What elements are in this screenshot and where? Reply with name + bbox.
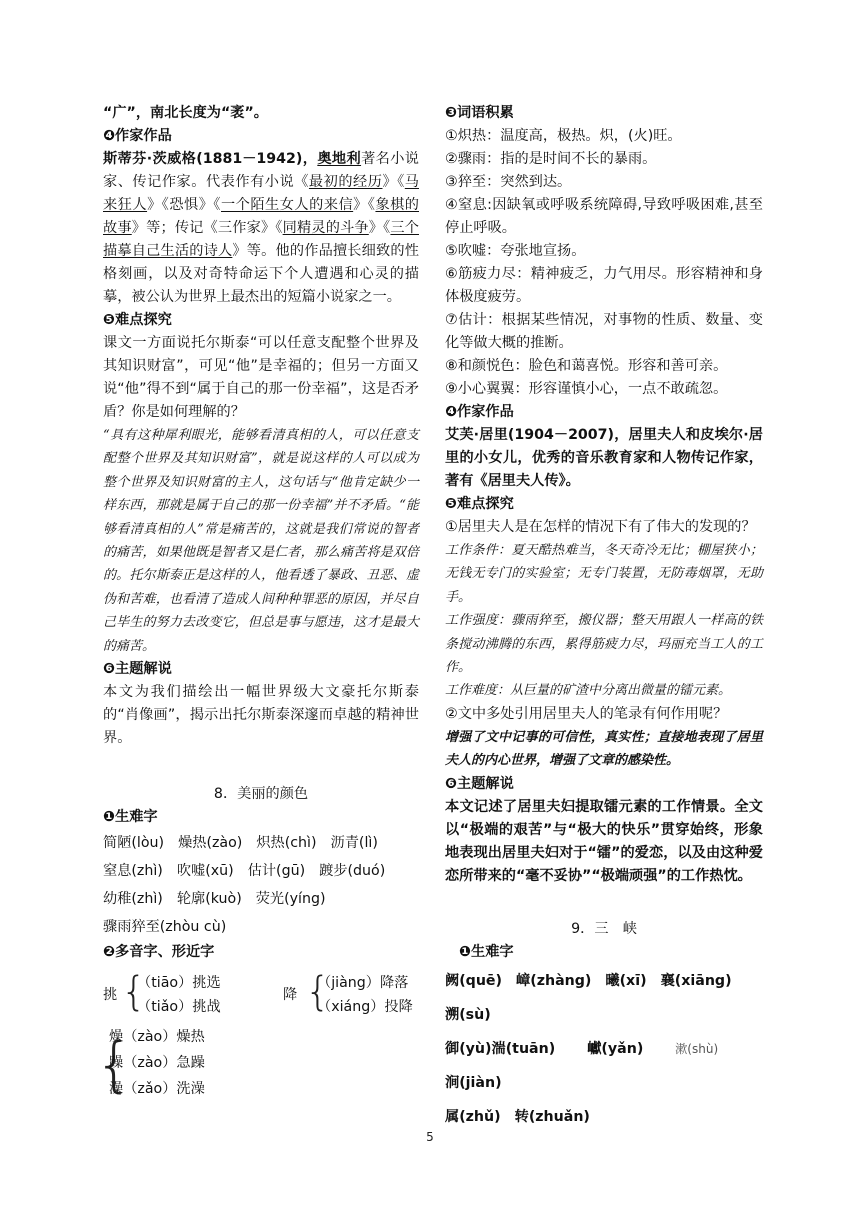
work-title: 同精灵的斗争 bbox=[282, 220, 369, 236]
difficulty-question: ①居里夫人是在怎样的情况下有了伟大的发现的？ bbox=[445, 519, 756, 535]
section-chars-heading: ❶生难字 bbox=[459, 943, 514, 960]
char-item: 窒息(zhì) bbox=[103, 863, 163, 880]
work-title: 象棋的故事 bbox=[103, 197, 419, 236]
char-item: 沥青(lì) bbox=[330, 835, 378, 852]
work-title: 马来狂人 bbox=[103, 174, 419, 213]
work-title: 三个描摹自己生活的诗人 bbox=[103, 220, 419, 259]
section-theme-heading: ❻主题解说 bbox=[103, 661, 172, 678]
chars-row bbox=[103, 885, 419, 913]
char-item: 溯(sù) bbox=[445, 1006, 491, 1023]
polyphone-char: 降 bbox=[283, 987, 298, 1004]
section-vocab-heading: ❸词语积累 bbox=[445, 105, 514, 121]
difficulty-answer: 工作条件：夏天酷热难当，冬天奇冷无比；棚屋狭小；无钱无专门的实验室；无专门装置，无防毒烟罩，无助手。 bbox=[445, 543, 763, 605]
author-paragraph: 艾芙·居里(1904－2007)，居里夫人和皮埃尔·居里的小女儿，优秀的音乐教育家和人物传记作家，著有《居里夫人传》。 bbox=[445, 427, 763, 489]
similar-char: 澡（zǎo）洗澡 bbox=[109, 1081, 205, 1098]
char-item: 巘(yǎn) bbox=[587, 1040, 644, 1057]
char-item: 估计(gū) bbox=[247, 863, 306, 880]
vocab-item: ⑨小心翼翼：形容谨慎小心，一点不敢疏忽。 bbox=[445, 381, 728, 397]
section-difficulty-heading: ❺难点探究 bbox=[103, 312, 172, 328]
char-item: 曦(xī) bbox=[605, 972, 647, 989]
difficulty-question: ②文中多处引用居里夫人的笔录有何作用呢？ bbox=[445, 705, 728, 722]
section-difficulty-heading: ❺难点探究 bbox=[445, 496, 514, 512]
vocab-item: ①炽热：温度高，极热。炽，(火)旺。 bbox=[445, 128, 682, 144]
brace-icon: { bbox=[305, 969, 331, 1016]
similar-chars-group bbox=[95, 1024, 419, 1102]
author-tail: 等。他的作品擅长细致的性格刻画，以及对奇特命运下个人遭遇和心灵的描摹，被公认为世界上最杰出的短篇小说家之一。 bbox=[103, 243, 419, 305]
char-item: 炽热(chì) bbox=[256, 835, 317, 852]
theme-paragraph: 本文为我们描绘出一幅世界级大文豪托尔斯泰的“肖像画”，揭示出托尔斯泰深邃而卓越的精神世界。 bbox=[103, 684, 419, 747]
char-item: 转(zhuǎn) bbox=[514, 1108, 590, 1125]
brace-icon: { bbox=[95, 1030, 134, 1101]
left-column bbox=[95, 102, 419, 1102]
char-item: 骤雨猝至(zhòu cù) bbox=[103, 919, 227, 936]
char-item: 御(yù)湍(tuān) bbox=[445, 1040, 556, 1057]
polyphone-reading: （tiāo）挑选 bbox=[137, 975, 221, 992]
chars-row bbox=[103, 857, 419, 885]
polyphone-reading: （jiàng）降落 bbox=[317, 975, 409, 992]
chars-row bbox=[103, 829, 419, 857]
right-column bbox=[445, 102, 763, 1134]
author-desc: 著名小说家、传记作家。代表作有小说《 bbox=[103, 151, 419, 190]
char-item: 涧(jiàn) bbox=[445, 1074, 502, 1091]
polyphone-reading: （xiáng）投降 bbox=[317, 999, 413, 1016]
chars-row bbox=[445, 964, 763, 1032]
char-item: 轮廓(kuò) bbox=[176, 891, 242, 908]
similar-char: 燥（zào）燥热 bbox=[109, 1029, 205, 1046]
char-item: 踱步(duó) bbox=[319, 863, 386, 880]
difficulty-answer: 工作强度：骤雨猝至，搬仪器；整天用跟人一样高的铁条搅动沸腾的东西，累得筋疲力尽，玛丽充当工人的工作。 bbox=[445, 613, 763, 676]
char-item: 漱(shù) bbox=[675, 1041, 719, 1056]
intro-line: “广”，南北长度为“袤”。 bbox=[103, 105, 268, 121]
vocab-item: ⑦估计：根据某些情况，对事物的性质、数量、变化等做大概的推断。 bbox=[445, 312, 763, 351]
vocab-item: ⑧和颜悦色：脸色和蔼喜悦。形容和善可亲。 bbox=[445, 358, 728, 374]
difficulty-answer: 增强了文中记事的可信性，真实性；直接地表现了居里夫人的内心世界，增强了文章的感染性。 bbox=[445, 729, 763, 769]
work-title: 恐惧 bbox=[169, 197, 199, 213]
char-item: 荧光(yíng) bbox=[255, 891, 326, 908]
vocab-item: ⑥筋疲力尽：精神疲乏，力气用尽。形容精神和身体极度疲劳。 bbox=[445, 266, 763, 305]
vocab-item: ②骤雨：指的是时间不长的暴雨。 bbox=[445, 151, 657, 167]
author-paragraph: 斯蒂芬·茨威格(1881－1942)，奥地利著名小说家、传记作家。代表作有小说《最初的经历》《马来狂人》《恐惧》《一个陌生女人的来信》《象棋的故事》等；传记《三作家》《同精灵的斗争》《三个描摹自己生活的诗人》等。他的作品擅长细致的性格刻画，以及对奇特命运下个人遭遇和心灵的描摹，被公认为世界上最杰出的短篇小说家之一。 bbox=[103, 151, 419, 305]
work-title: 三作家 bbox=[217, 220, 261, 236]
vocab-item: ③猝至：突然到达。 bbox=[445, 174, 572, 190]
char-item: 属(zhǔ) bbox=[445, 1108, 501, 1125]
author-name: 斯蒂芬·茨威格(1881－1942)， bbox=[103, 151, 318, 167]
polyphone-group bbox=[103, 970, 419, 1020]
lesson-title: 8．美丽的颜色 bbox=[213, 786, 309, 803]
section-author-heading: ❹作家作品 bbox=[445, 404, 514, 420]
brace-icon: { bbox=[121, 969, 147, 1016]
difficulty-answer: 工作难度：从巨量的矿渣中分离出微量的镭元素。 bbox=[445, 683, 732, 699]
theme-paragraph: 本文记述了居里夫妇提取镭元素的工作情景。全文以“极端的艰苦”与“极大的快乐”贯穿始终，形象地表现出居里夫妇对于“镭”的爱恋，以及由这种爱恋所带来的“毫不妥协”“极端顽强”的工作热忱。 bbox=[445, 798, 763, 884]
section-author-heading: ❹作家作品 bbox=[103, 128, 172, 144]
difficulty-answer: “具有这种犀利眼光，能够看清真相的人，可以任意支配整个世界及其知识财富”，就是说这样的人可以成为整个世界及知识财富的主人，这句话与“他肯定缺少一样东西，那就是属于自己的那一份幸福”并不矛盾。“能够看清真相的人”常是痛苦的，这就是我们常说的智者的痛苦，如果他既是智者又是仁者，那么痛苦将是双倍的。托尔斯泰正是这样的人，他看透了暴政、丑恶、虚伪和苦难，也看清了造成人间种种罪恶的原因，并尽自己毕生的努力去改变它，但总是事与愿违，这才是最大的痛苦。 bbox=[103, 428, 419, 654]
section-polyphone-heading: ❷多音字、形近字 bbox=[103, 944, 215, 961]
char-item: 吹嘘(xū) bbox=[176, 863, 234, 880]
chars-row bbox=[103, 913, 419, 941]
char-item: 燥热(zào) bbox=[178, 835, 243, 852]
section-theme-heading: ❻主题解说 bbox=[445, 775, 514, 792]
section-chars-heading: ❶生难字 bbox=[103, 809, 158, 826]
polyphone-reading: （tiǎo）挑战 bbox=[137, 999, 221, 1016]
char-item: 幼稚(zhì) bbox=[103, 891, 163, 908]
similar-char: 躁（zào）急躁 bbox=[109, 1055, 205, 1072]
page-number: 5 bbox=[426, 1130, 434, 1144]
lesson-title: 9．三 峡 bbox=[571, 920, 637, 937]
chars-row bbox=[445, 1100, 763, 1134]
polyphone-char: 挑 bbox=[103, 987, 118, 1004]
difficulty-question: 课文一方面说托尔斯泰“可以任意支配整个世界及其知识财富”，可见“他”是幸福的；但另一方面又说“他”得不到“属于自己的那一份幸福”，这是否矛盾？你是如何理解的？ bbox=[103, 335, 419, 420]
char-item: 嶂(zhàng) bbox=[516, 972, 592, 989]
vocab-item: ⑤吹嘘：夸张地宣扬。 bbox=[445, 243, 586, 259]
work-title: 一个陌生女人的来信 bbox=[221, 197, 354, 213]
char-item: 简陋(lòu) bbox=[103, 835, 165, 852]
vocab-item: ④窒息:因缺氧或呼吸系统障碍,导致呼吸困难,甚至停止呼吸。 bbox=[445, 197, 763, 236]
char-item: 阙(quē) bbox=[445, 972, 503, 989]
chars-row bbox=[445, 1032, 763, 1100]
char-item: 襄(xiāng) bbox=[660, 972, 732, 989]
author-country: 奥地利 bbox=[317, 151, 362, 167]
work-title: 最初的经历 bbox=[308, 174, 383, 190]
